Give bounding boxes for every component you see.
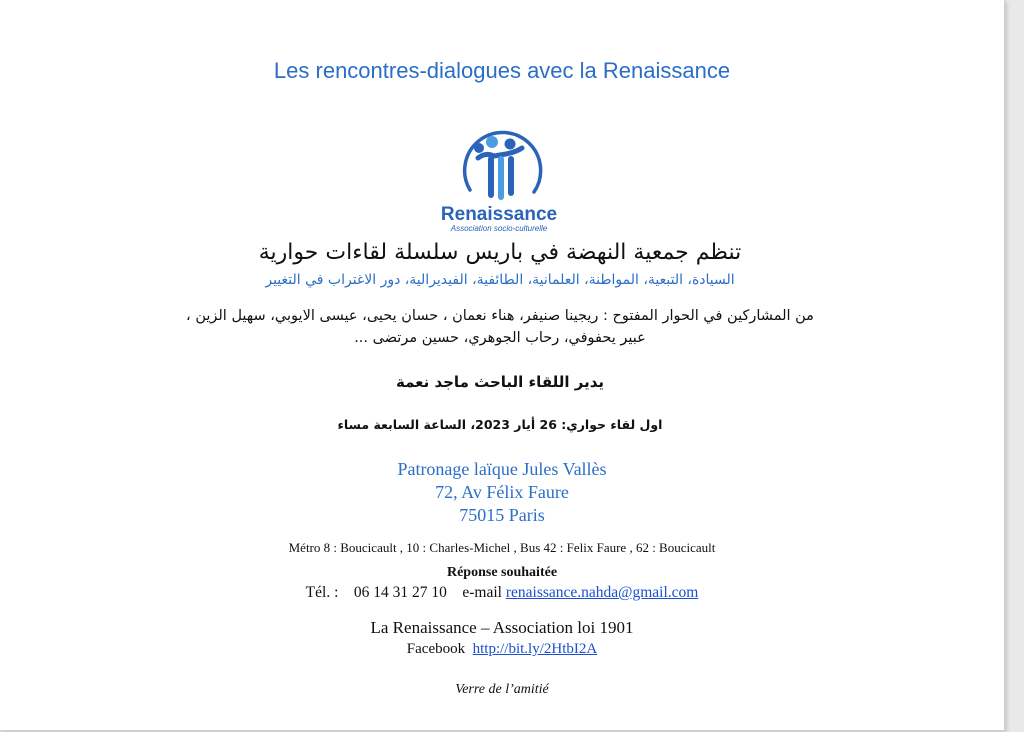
- closing-note: Verre de l’amitié: [455, 682, 549, 697]
- contact-line: [0, 584, 1004, 602]
- tel-label: Tél. :: [305, 584, 339, 601]
- facebook-link[interactable]: http://bit.ly/2HtbI2A: [472, 641, 598, 657]
- logo-subtitle: Association socio-culturelle: [450, 224, 548, 233]
- email-label: e-mail: [462, 584, 502, 601]
- email-link[interactable]: renaissance.nahda@gmail.com: [505, 584, 699, 601]
- arabic-participants-line1: من المشاركين في الحوار المفتوح : ريجينا صنيفر، هناء نعمان ، حسان يحيى، عيسى الايوبي، سهيل الزين ،: [186, 308, 814, 324]
- arabic-moderator: يدير اللقاء الباحث ماجد نعمة: [395, 373, 604, 391]
- venue-city: 75015 Paris: [459, 505, 545, 525]
- tel-number: 06 14 31 27 10: [353, 584, 447, 601]
- arabic-heading: تنظم جمعية النهضة في باريس سلسلة لقاءات حوارية: [258, 240, 742, 265]
- association-line: La Renaissance – Association loi 1901: [370, 618, 634, 637]
- arabic-participants-line2: عبير يحفوفي، رحاب الجوهري، حسين مرتضى ...: [354, 330, 646, 346]
- document-title: Les rencontres-dialogues avec la Renaissance: [273, 58, 731, 83]
- response-requested: Réponse souhaitée: [446, 565, 558, 580]
- venue-street: 72, Av Félix Faure: [435, 482, 569, 502]
- transport-info: Métro 8 : Boucicault , 10 : Charles-Michel , Bus 42 : Felix Faure , 62 : Boucicault: [288, 540, 716, 555]
- facebook-line: [0, 641, 1004, 658]
- arabic-first-meeting-date: اول لقاء حواري: 26 أيار 2023، الساعة السابعة مساء: [337, 417, 663, 432]
- logo-wordmark: Renaissance: [440, 204, 558, 225]
- facebook-label: Facebook: [406, 641, 466, 657]
- venue-name: Patronage laïque Jules Vallès: [397, 459, 607, 479]
- arabic-topics: السيادة، التبعية، المواطنة، العلمانية، الطائفية، الفيديرالية، دور الاغتراب في التغيير: [265, 272, 735, 288]
